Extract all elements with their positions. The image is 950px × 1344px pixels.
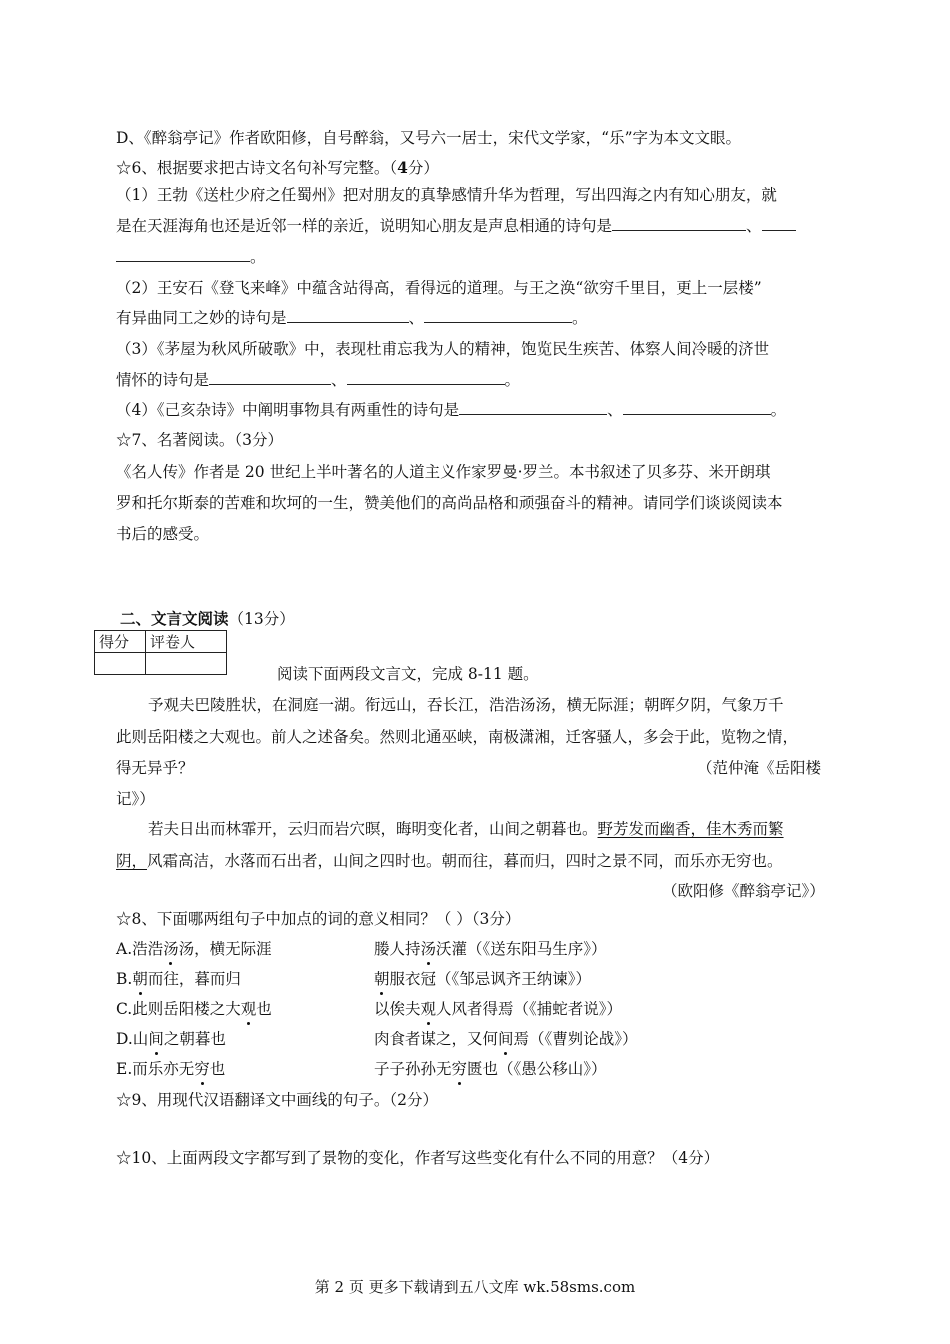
answer-blank[interactable] [116, 246, 250, 262]
answer-blank[interactable] [287, 307, 409, 323]
answer-blank[interactable] [209, 369, 331, 385]
answer-blank[interactable] [459, 399, 607, 415]
passage2-source: （欧阳修《醉翁亭记》） [662, 882, 825, 900]
q6-item3-line2: 情怀的诗句是 、 。 [116, 371, 521, 389]
q8-option-e-left: E.而乐亦无穷也 [116, 1060, 226, 1078]
answer-blank[interactable] [612, 215, 746, 231]
grading-table [94, 630, 227, 675]
passage1-line3: 得无异乎？ [116, 759, 194, 777]
q7-title: ☆7、名著阅读。（3分） [116, 431, 283, 449]
q8-option-c-left: C.此则岳阳楼之大观也 [116, 1000, 272, 1018]
underlined-sentence: 野芳发而幽香，佳木秀而繁 [597, 820, 784, 838]
passage1-line2: 此则岳阳楼之大观也。前人之述备矣。然则北通巫峡，南极潇湘，迁客骚人，多会于此，览物之情， [116, 728, 799, 746]
q8-option-b-right: 朝服衣冠（《邹忌讽齐王纳谏》） [374, 970, 592, 988]
q8-option-d-left: D.山间之朝暮也 [116, 1030, 226, 1048]
score-header: 得分 [95, 631, 146, 653]
grader-cell[interactable] [146, 653, 227, 675]
passage1-source-end: 记》） [116, 790, 155, 808]
answer-blank[interactable] [347, 369, 505, 385]
passage1-line1: 予观夫巴陵胜状，在洞庭一湖。衔远山，吞长江，浩浩汤汤，横无际涯；朝晖夕阴，气象万千 [148, 696, 784, 714]
answer-blank[interactable] [762, 215, 796, 231]
q8-option-a-right: 媵人持汤沃灌（《送东阳马生序》） [374, 940, 607, 958]
score-cell[interactable] [95, 653, 146, 675]
q7-line2: 罗和托尔斯泰的苦难和坎坷的一生，赞美他们的高尚品格和顽强奋斗的精神。请同学们谈谈阅读本 [116, 494, 783, 512]
q8-title: ☆8、下面哪两组句子中加点的词的意义相同？（ ）（3分） [116, 910, 521, 928]
q6-item2-line2: 有异曲同工之妙的诗句是 、 。 [116, 309, 588, 327]
passage1-source: （范仲淹《岳阳楼 [697, 759, 822, 777]
passage2-line2: 阴，风霜高洁，水落而石出者，山间之四时也。朝而往，暮而归，四时之景不同，而乐亦无穷也。 [116, 852, 783, 870]
q6-item1-line2: 是在天涯海角也还是近邻一样的亲近，说明知心朋友是声息相通的诗句是 、 [116, 215, 796, 237]
q8-option-b-left: B.朝而往，暮而归 [116, 970, 241, 988]
q6-item2-line1: （2）王安石《登飞来峰》中蕴含站得高，看得远的道理。与王之涣“欲穷千里目，更上一层楼” [116, 279, 762, 297]
q6-item1-line3: 。 [116, 246, 266, 268]
q6-title: ☆6、根据要求把古诗文名句补写完整。（4分） [116, 158, 439, 177]
q8-option-e-right: 子子孙孙无穷匮也（《愚公移山》） [374, 1060, 607, 1078]
q6-item1-line1: （1）王勃《送杜少府之任蜀州》把对朋友的真挚感情升华为哲理，写出四海之内有知心朋友，就 [116, 186, 777, 204]
q9-title: ☆9、用现代汉语翻译文中画线的句子。（2分） [116, 1091, 438, 1109]
grader-header: 评卷人 [146, 631, 227, 653]
page-footer: 第 2 页 更多下载请到五八文库 wk.58sms.com [314, 1278, 636, 1296]
q10-title: ☆10、上面两段文字都写到了景物的变化，作者写这些变化有什么不同的用意？（4分） [116, 1149, 720, 1167]
q7-line3: 书后的感受。 [116, 525, 210, 543]
q8-option-a-left: A.浩浩汤汤，横无际涯 [116, 940, 272, 958]
answer-blank[interactable] [424, 307, 572, 323]
section2-heading: 二、文言文阅读（13分） [120, 609, 295, 628]
q6-item3-line1: （3）《茅屋为秋风所破歌》中，表现杜甫忘我为人的精神，饱览民生疾苦、体察人间冷暖的济世 [116, 340, 770, 358]
underlined-sentence: 阴， [116, 852, 148, 870]
q6-item4: （4）《己亥杂诗》中阐明事物具有两重性的诗句是 、 。 [116, 401, 787, 419]
q7-line1: 《名人传》作者是 20 世纪上半叶著名的人道主义作家罗曼·罗兰。本书叙述了贝多芬、米开朗琪 [116, 463, 771, 481]
q8-option-d-right: 肉食者谋之，又何间焉（《曹刿论战》） [374, 1030, 638, 1048]
q8-option-c-right: 以俟夫观人风者得焉（《捕蛇者说》） [374, 1000, 623, 1018]
passage2-line1: 若夫日出而林霏开，云归而岩穴暝，晦明变化者，山间之朝暮也。野芳发而幽香，佳木秀而繁 [148, 820, 784, 838]
reading-instruction: 阅读下面两段文言文，完成 8-11 题。 [277, 665, 539, 683]
answer-blank[interactable] [623, 399, 771, 415]
q5-option-d: D、《醉翁亭记》作者欧阳修，自号醉翁，又号六一居士，宋代文学家，“乐”字为本文文眼。 [116, 129, 742, 147]
